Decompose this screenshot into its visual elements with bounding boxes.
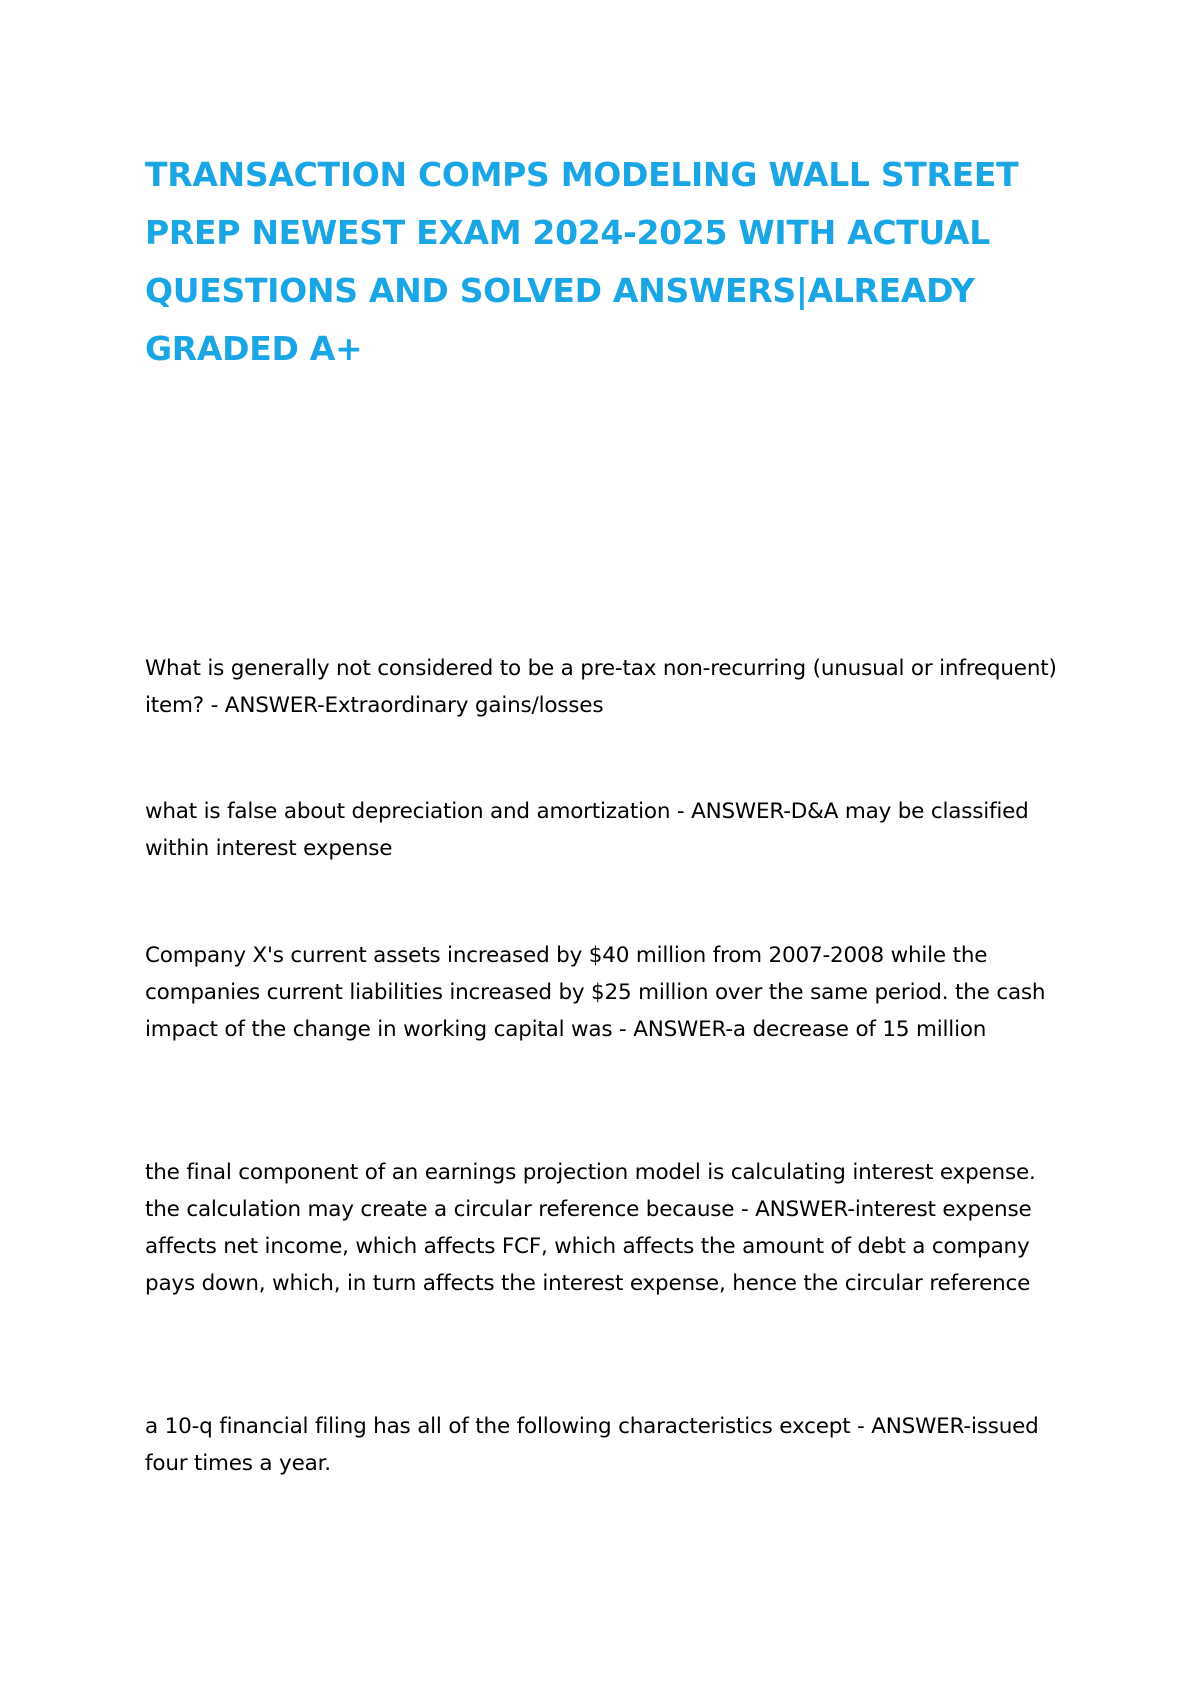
qa-item-5: a 10-q financial filing has all of the following characteristics except - ANSWER-issued four times a year.: [145, 1414, 1039, 1476]
qa-item-1: What is generally not considered to be a pre-tax non-recurring (unusual or infrequent) item? - ANSWER-Extraordinary gains/losses: [145, 656, 1057, 718]
qa-item-4: the final component of an earnings projection model is calculating interest expense. the calculation may create a circular reference because - ANSWER-interest expense affects net income, which affects FCF, which affects the amount of debt a company pays down, which, in turn affects the interest expense, hence the circular reference: [145, 1160, 1036, 1296]
qa-item-2: what is false about depreciation and amortization - ANSWER-D&A may be classified within interest expense: [145, 799, 1029, 861]
document-title: TRANSACTION COMPS MODELING WALL STREET PREP NEWEST EXAM 2024-2025 WITH ACTUAL QUESTIONS AND SOLVED ANSWERS|ALREADY GRADED A+: [145, 155, 1019, 368]
qa-item-3: Company X's current assets increased by $40 million from 2007-2008 while the companies current liabilities increased by $25 million over the same period. the cash impact of the change in working capital was - ANSWER-a decrease of 15 million: [145, 943, 1046, 1042]
